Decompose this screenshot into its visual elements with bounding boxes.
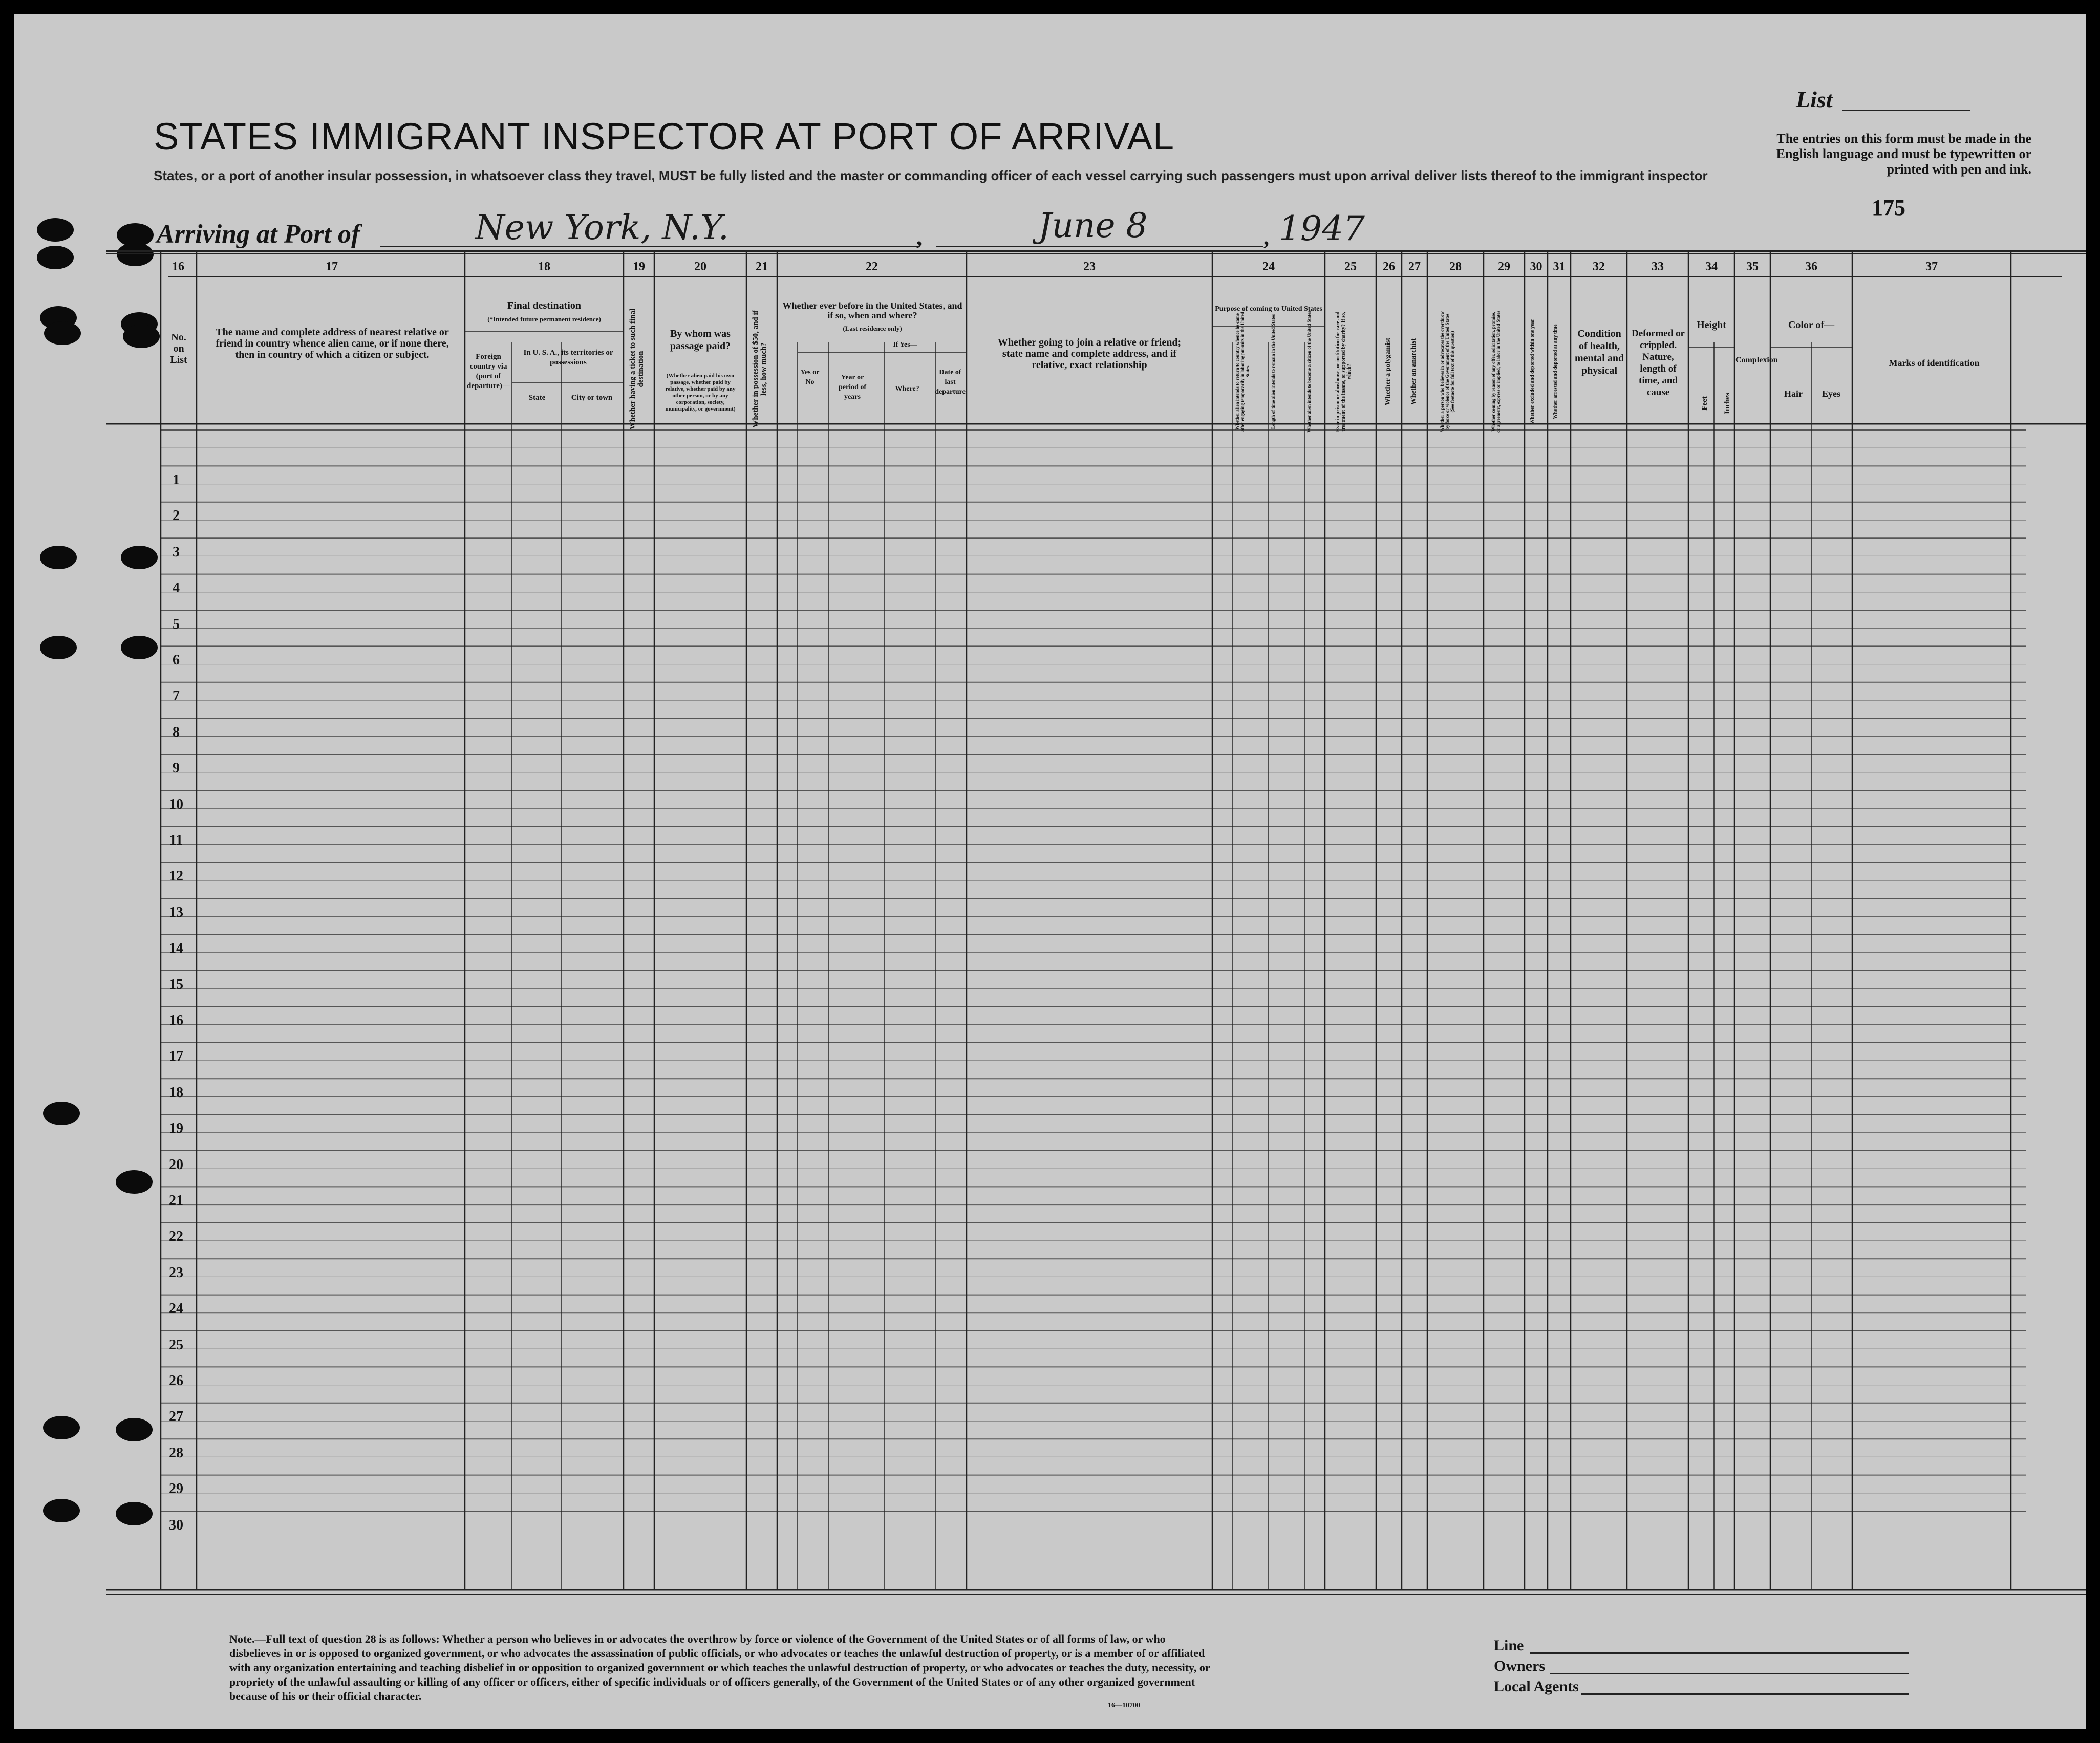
header-ever-in-us: Whether ever before in the United States, and if so, when and where? (782, 300, 962, 320)
owners-label: Owners (1494, 1658, 1545, 1674)
header-in-usa: In U. S. A., its territories or possessions (523, 349, 613, 367)
header-height: Height (1697, 319, 1726, 331)
col-number-18: 18 (538, 260, 550, 273)
header-color-of: Color of— (1788, 319, 1835, 331)
header-ticket: Whether having a ticket to such final destination (629, 308, 645, 430)
row-number: 1 (173, 472, 180, 488)
row-number: 26 (169, 1373, 183, 1389)
col-number-36: 36 (1805, 260, 1817, 273)
header-deported: Whether arrested and deported at any time (1553, 324, 1558, 419)
header-date-departure: Date of last departure (935, 369, 966, 396)
row-number: 30 (169, 1517, 183, 1533)
comma: , (916, 225, 922, 250)
header-state: State (528, 394, 546, 402)
header-hair: Hair (1784, 389, 1803, 399)
header-fifty-dollars: Whether in possession of $50, and if less, how much? (752, 310, 768, 428)
row-number: 13 (169, 904, 183, 920)
header-eyes: Eyes (1822, 389, 1840, 399)
footnote-question-28: Note.—Full text of question 28 is as follows: Whether a person who believes in or advocates the overthrow by force or violence of the Government of the United States or of all forms of law, or who disbelieves in or is opposed to organized government, or who advocates the assassination of public officials, or who advocates or teaches the unlawful destruction of property, or is a member of or affiliated with any organization entertaining and teaching disbelief in or opposition to organized government or which teaches the unlawful destruction of property, or who advocates or teaches the duty, necessity, or propriety of the unlawful assaulting or killing of any officer or officers, either of specific individuals or of officers generally, of the Government of the United States or of any other organized government because of his or their official character. (229, 1632, 1210, 1703)
row-number: 23 (169, 1264, 183, 1281)
header-nearest-relative: The name and complete address of nearest relative or friend in country whence alien came, or if none there, then in country of which a citizen or subject. (216, 327, 449, 360)
col-number-34: 34 (1705, 260, 1718, 273)
header-where: Where? (895, 385, 919, 393)
col-number-33: 33 (1652, 260, 1664, 273)
col-number-23: 23 (1083, 260, 1096, 273)
list-label: List (1796, 87, 1833, 113)
header-purpose: Purpose of coming to United States (1215, 305, 1322, 313)
comma: , (1263, 225, 1269, 250)
owners-field[interactable] (1550, 1673, 1909, 1674)
header-year-period: Year or period of years (838, 374, 867, 401)
col-number-20: 20 (694, 260, 706, 273)
header-prison: Ever in prison or almshouse, or institution for care and treatment of the insane, or supported by charity? If so, which? (1335, 311, 1352, 432)
col-number-27: 27 (1408, 260, 1421, 273)
row-number: 15 (169, 976, 183, 993)
col-number-35: 35 (1746, 260, 1759, 273)
row-number: 4 (173, 580, 180, 596)
header-excluded: Whether excluded and deported within one year (1530, 319, 1535, 424)
header-join-relative: Whether going to join a relative or friend; state name and complete address, and if relative, exact relationship (997, 337, 1182, 371)
col-number-25: 25 (1344, 260, 1357, 273)
col-number-24: 24 (1262, 260, 1275, 273)
header-feet: Feet (1701, 396, 1709, 411)
row-number: 27 (169, 1409, 183, 1425)
row-number: 3 (173, 544, 180, 560)
port-label: Arriving at Port of (157, 220, 360, 249)
row-number: 17 (169, 1048, 183, 1065)
col-number-21: 21 (756, 260, 768, 273)
form-code: 16—10700 (1108, 1702, 1140, 1709)
row-number: 11 (169, 832, 183, 848)
header-last-residence: (Last residence only) (843, 325, 902, 332)
header-inches: Inches (1723, 393, 1731, 414)
row-number: 2 (173, 508, 180, 524)
line-label: Line (1494, 1637, 1524, 1654)
header-city-or-town: City or town (571, 394, 613, 402)
line-field[interactable] (1530, 1652, 1909, 1654)
row-number: 9 (173, 760, 180, 777)
row-number: 7 (173, 688, 180, 704)
col-number-22: 22 (866, 260, 878, 273)
row-number: 25 (169, 1337, 183, 1353)
header-deformed: Deformed or crippled. Nature, length of time, and cause (1632, 328, 1685, 398)
header-purpose-length: Length of time alien intends to remain in the United States (1271, 314, 1276, 429)
header-purpose-citizen: Whether alien intends to become a citizen of the United States (1306, 311, 1312, 433)
col-number-28: 28 (1449, 260, 1462, 273)
date-value[interactable]: June 8 (1038, 206, 1148, 245)
header-complexion: Complexion (1735, 356, 1778, 364)
col-number-37: 37 (1925, 260, 1938, 273)
entries-instruction: The entries on this form must be made in the English language and must be typewritten or printed with pen and ink. (1776, 131, 2031, 177)
header-foreign-country: Foreign country via (port of departure)— (467, 353, 510, 390)
header-health: Condition of health, mental and physical (1574, 328, 1624, 376)
row-number: 20 (169, 1156, 183, 1173)
row-number: 14 (169, 940, 183, 957)
row-number: 12 (169, 868, 183, 885)
col-number-29: 29 (1498, 260, 1510, 273)
header-question-28: Whether a person who believes in or advocates the overthrow by force or violence of the Government of the United States (See footnote for full text of this question) (1440, 311, 1455, 432)
header-if-yes: If Yes— (893, 341, 917, 349)
row-number: 21 (169, 1193, 183, 1209)
row-number: 24 (169, 1301, 183, 1317)
row-number: 22 (169, 1229, 183, 1245)
header-final-destination: Final destination (507, 300, 581, 311)
header-final-destination-note: (*Intended future permanent residence) (487, 315, 601, 323)
header-labor-offer: Whether coming by reason of any offer, solicitation, promise, or agreement, express or implied, to labor in the United States (1491, 311, 1501, 433)
form-title: STATES IMMIGRANT INSPECTOR AT PORT OF ARRIVAL (154, 115, 1175, 158)
row-number: 29 (169, 1481, 183, 1497)
port-value[interactable]: New York, N.Y. (475, 208, 729, 247)
col-number-19: 19 (633, 260, 645, 273)
manifest-sheet (14, 14, 2086, 1729)
col-number-31: 31 (1553, 260, 1566, 273)
header-passage-note: (Whether alien paid his own passage, whether paid by relative, whether paid by any other person, or by any corporation, society, municipality, or government) (665, 373, 736, 412)
row-number: 28 (169, 1445, 183, 1461)
col-number-16: 16 (172, 260, 184, 273)
form-subtitle: States, or a port of another insular possession, in whatsoever class they travel, MUST be fully listed and the master or commanding officer of each vessel carrying such passengers must upon arrival deliver lists thereof to the immigrant inspector (154, 168, 1708, 183)
header-polygamist: Whether a polygamist (1384, 338, 1392, 405)
header-passage-paid: By whom was passage paid? (670, 328, 731, 352)
col-number-32: 32 (1593, 260, 1605, 273)
local-agents-field[interactable] (1581, 1693, 1909, 1695)
header-marks: Marks of identification (1889, 358, 1980, 368)
page-number: 175 (1872, 195, 1905, 220)
col-number-26: 26 (1383, 260, 1395, 273)
header-purpose-return: Whether alien intends to return to country whence he came after engaging temporarily in laboring pursuits in the United States (1235, 312, 1250, 432)
col-number-30: 30 (1530, 260, 1542, 273)
row-number: 19 (169, 1121, 183, 1137)
row-number: 6 (173, 652, 180, 668)
row-number: 18 (169, 1084, 183, 1101)
header-yes-or-no: Yes or No (800, 369, 820, 386)
header-no-on-list: No. on List (170, 332, 187, 365)
col-number-17: 17 (326, 260, 338, 273)
row-number: 16 (169, 1013, 183, 1028)
row-number: 5 (173, 616, 180, 632)
year-value[interactable]: 1947 (1279, 209, 1365, 248)
local-agents-label: Local Agents (1494, 1678, 1579, 1695)
row-number: 10 (169, 796, 183, 812)
header-anarchist: Whether an anarchist (1410, 338, 1418, 405)
row-number: 8 (173, 724, 180, 740)
